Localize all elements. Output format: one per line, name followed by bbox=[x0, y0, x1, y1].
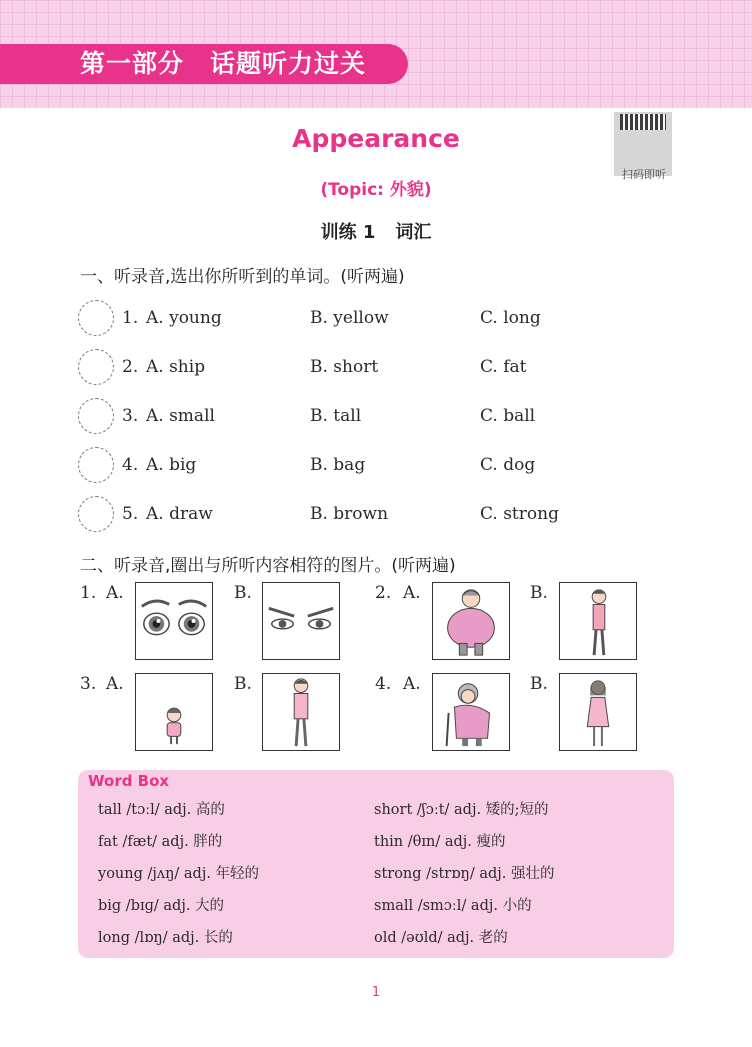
picture-short-girl[interactable] bbox=[135, 673, 213, 751]
section-banner: 第一部分 话题听力过关 bbox=[0, 44, 408, 84]
big-eyes-icon bbox=[136, 583, 212, 659]
qr-caption: 扫码即听 bbox=[622, 168, 666, 181]
option-b: B. brown bbox=[310, 504, 389, 524]
option-a: A. big bbox=[146, 455, 197, 475]
item-number: 4. bbox=[375, 674, 392, 694]
vocab-entry: young /jʌŋ/ adj. 年轻的 bbox=[98, 866, 260, 882]
drill-number: 训练 1 bbox=[320, 222, 376, 243]
option-c: C. fat bbox=[480, 357, 527, 377]
item-number: 3. bbox=[80, 674, 97, 694]
question-row bbox=[78, 300, 678, 340]
option-c: C. long bbox=[480, 308, 541, 328]
option-b-label: B. bbox=[530, 583, 548, 603]
option-b-label: B. bbox=[234, 583, 252, 603]
picture-fat-woman[interactable] bbox=[432, 582, 510, 660]
drill-heading bbox=[0, 218, 752, 244]
thin-man-icon bbox=[560, 583, 636, 659]
page-number: 1 bbox=[371, 985, 381, 1000]
unit-subtitle: (Topic: 外貌) bbox=[320, 180, 432, 200]
option-a-label: A. bbox=[403, 583, 421, 603]
old-woman-icon bbox=[433, 674, 509, 750]
question-row bbox=[78, 447, 678, 487]
vocab-entry: long /lɒŋ/ adj. 长的 bbox=[98, 930, 233, 946]
vocab-entry: tall /tɔːl/ adj. 高的 bbox=[98, 802, 225, 818]
vocab-entry: small /smɔːl/ adj. 小的 bbox=[374, 898, 532, 914]
answer-circle[interactable] bbox=[78, 349, 114, 385]
word-box bbox=[78, 770, 674, 958]
option-b: B. short bbox=[310, 357, 379, 377]
option-b: B. yellow bbox=[310, 308, 389, 328]
vocab-entry: fat /fæt/ adj. 胖的 bbox=[98, 834, 223, 850]
question-number: 3. bbox=[122, 406, 139, 426]
picture-thin-man[interactable] bbox=[559, 582, 637, 660]
part1-heading: 一、听录音,选出你所听到的单词。(听两遍) bbox=[80, 267, 405, 287]
vocab-entry: old /əʊld/ adj. 老的 bbox=[374, 930, 508, 946]
picture-tall-boy[interactable] bbox=[262, 673, 340, 751]
question-number: 1. bbox=[122, 308, 139, 328]
item-number: 2. bbox=[375, 583, 392, 603]
picture-old-woman[interactable] bbox=[432, 673, 510, 751]
question-number: 4. bbox=[122, 455, 139, 475]
item-number: 1. bbox=[80, 583, 97, 603]
short-girl-icon bbox=[136, 674, 212, 750]
vocab-entry: thin /θɪn/ adj. 瘦的 bbox=[374, 834, 506, 850]
answer-circle[interactable] bbox=[78, 496, 114, 532]
option-b-label: B. bbox=[234, 674, 252, 694]
fat-woman-icon bbox=[433, 583, 509, 659]
option-b: B. bag bbox=[310, 455, 366, 475]
question-number: 2. bbox=[122, 357, 139, 377]
option-a: A. small bbox=[146, 406, 215, 426]
question-row bbox=[78, 349, 678, 389]
option-b-label: B. bbox=[530, 674, 548, 694]
option-a-label: A. bbox=[403, 674, 421, 694]
young-woman-icon bbox=[560, 674, 636, 750]
question-row bbox=[78, 496, 678, 536]
option-c: C. ball bbox=[480, 406, 536, 426]
vocab-entry: strong /strɒŋ/ adj. 强壮的 bbox=[374, 866, 555, 882]
small-eyes-icon bbox=[263, 583, 339, 659]
question-number: 5. bbox=[122, 504, 139, 524]
vocab-entry: short /ʃɔːt/ adj. 矮的;短的 bbox=[374, 802, 549, 818]
picture-young-woman[interactable] bbox=[559, 673, 637, 751]
option-c: C. strong bbox=[480, 504, 559, 524]
option-a: A. young bbox=[146, 308, 222, 328]
option-a: A. draw bbox=[146, 504, 213, 524]
vocab-entry: big /bɪɡ/ adj. 大的 bbox=[98, 898, 225, 914]
option-a: A. ship bbox=[146, 357, 206, 377]
unit-title: Appearance bbox=[292, 124, 460, 153]
part2-heading: 二、听录音,圈出与所听内容相符的图片。(听两遍) bbox=[80, 556, 456, 576]
answer-circle[interactable] bbox=[78, 300, 114, 336]
option-a-label: A. bbox=[106, 583, 124, 603]
picture-big-eyes[interactable] bbox=[135, 582, 213, 660]
answer-circle[interactable] bbox=[78, 398, 114, 434]
option-b: B. tall bbox=[310, 406, 362, 426]
word-box-title: Word Box bbox=[88, 772, 170, 790]
answer-circle[interactable] bbox=[78, 447, 114, 483]
picture-small-eyes[interactable] bbox=[262, 582, 340, 660]
drill-topic: 词汇 bbox=[395, 222, 432, 243]
question-row bbox=[78, 398, 678, 438]
option-a-label: A. bbox=[106, 674, 124, 694]
tall-boy-icon bbox=[263, 674, 339, 750]
option-c: C. dog bbox=[480, 455, 536, 475]
